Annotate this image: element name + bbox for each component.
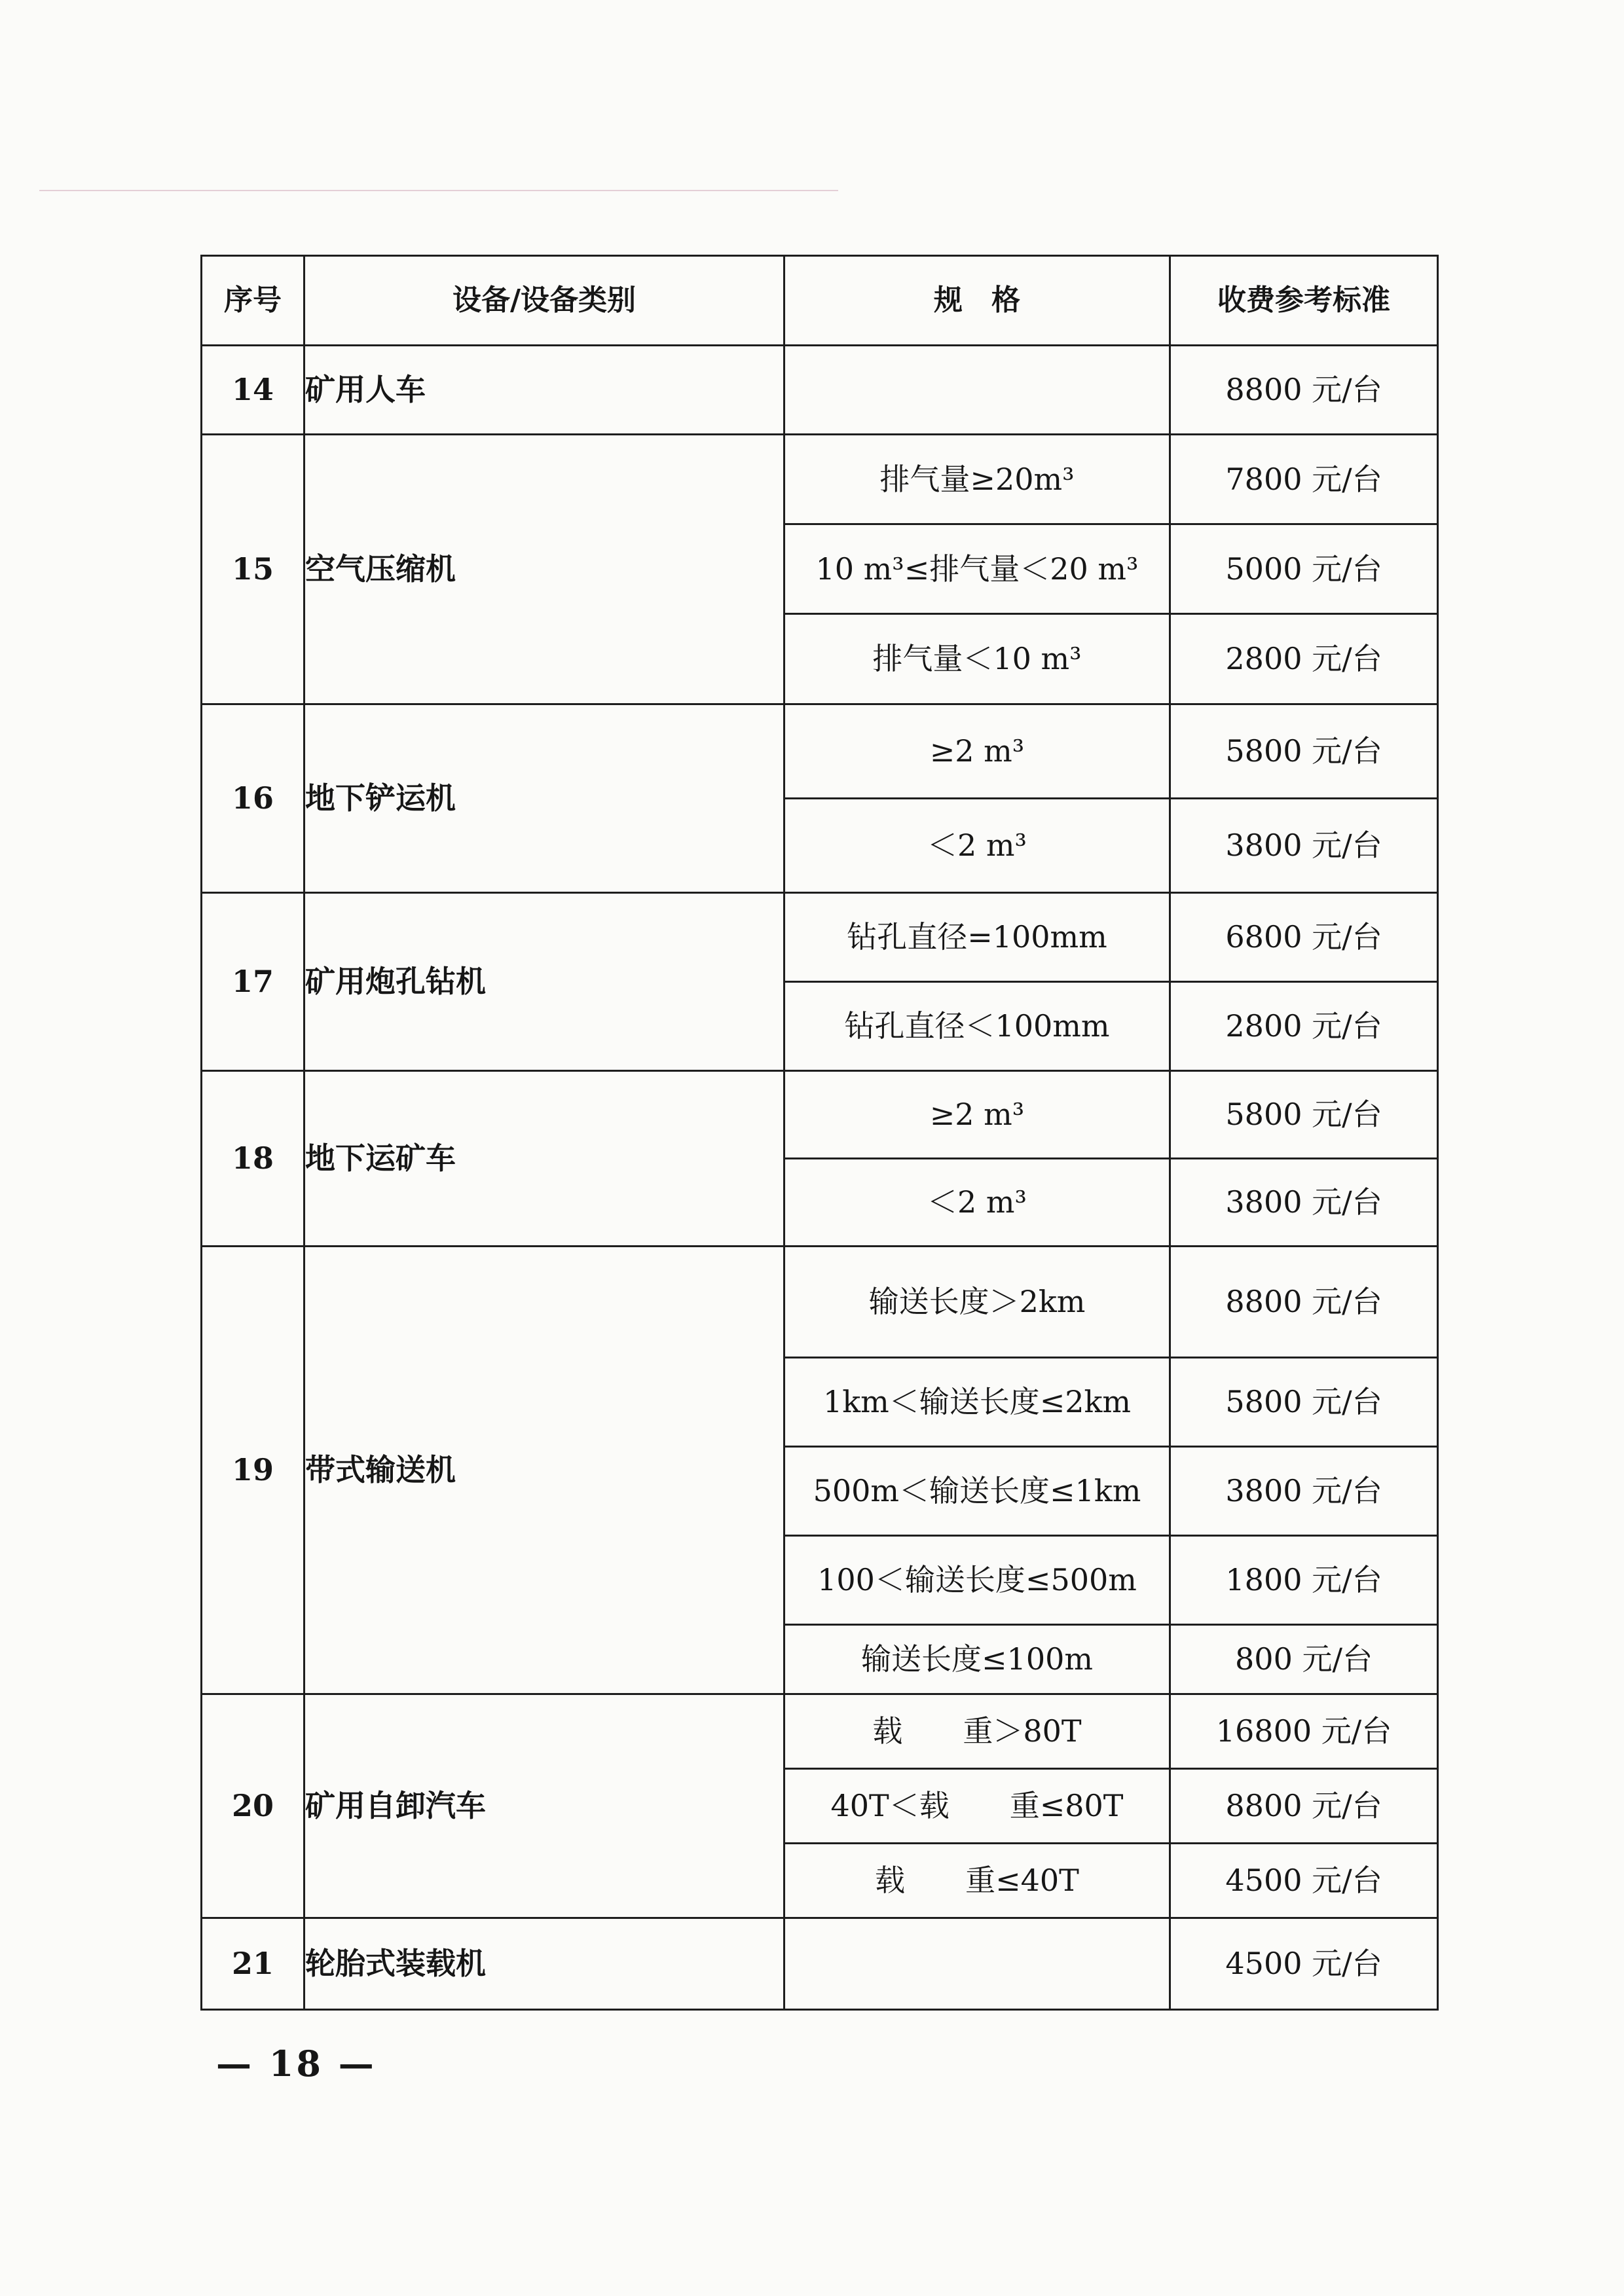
row-fee: 6800 元/台 xyxy=(1170,893,1438,982)
row-fee: 8800 元/台 xyxy=(1170,1769,1438,1844)
table-row xyxy=(202,1918,1438,2010)
row-no: 18 xyxy=(202,1071,304,1247)
row-equipment: 地下运矿车 xyxy=(304,1071,784,1247)
row-equipment: 地下铲运机 xyxy=(304,704,784,893)
row-spec: 排气量≥20m³ xyxy=(784,435,1170,524)
table-header-row xyxy=(202,256,1438,346)
row-spec: 40T＜载 重≤80T xyxy=(784,1769,1170,1844)
header-spec: 规 格 xyxy=(784,256,1170,346)
row-spec: 钻孔直径＜100mm xyxy=(784,982,1170,1071)
row-spec: 钻孔直径=100mm xyxy=(784,893,1170,982)
row-fee: 4500 元/台 xyxy=(1170,1844,1438,1918)
row-spec: 1km＜输送长度≤2km xyxy=(784,1358,1170,1447)
row-spec: 输送长度＞2km xyxy=(784,1247,1170,1358)
row-spec: 10 m³≤排气量＜20 m³ xyxy=(784,524,1170,614)
row-fee: 2800 元/台 xyxy=(1170,982,1438,1071)
row-fee: 5800 元/台 xyxy=(1170,1358,1438,1447)
row-spec: 100＜输送长度≤500m xyxy=(784,1536,1170,1625)
row-fee: 8800 元/台 xyxy=(1170,346,1438,435)
row-no: 16 xyxy=(202,704,304,893)
table-row xyxy=(202,1694,1438,1769)
row-fee: 2800 元/台 xyxy=(1170,614,1438,704)
page-number: — 18 — xyxy=(216,2043,377,2085)
row-fee: 3800 元/台 xyxy=(1170,1159,1438,1247)
fee-standard-table xyxy=(200,255,1439,2011)
row-spec: 载 重≤40T xyxy=(784,1844,1170,1918)
row-fee: 3800 元/台 xyxy=(1170,799,1438,893)
table-row xyxy=(202,893,1438,982)
row-fee: 3800 元/台 xyxy=(1170,1447,1438,1536)
row-equipment: 矿用人车 xyxy=(304,346,784,435)
row-spec xyxy=(784,1918,1170,2010)
row-no: 21 xyxy=(202,1918,304,2010)
row-spec: ≥2 m³ xyxy=(784,704,1170,799)
row-spec: 载 重＞80T xyxy=(784,1694,1170,1769)
row-equipment: 矿用自卸汽车 xyxy=(304,1694,784,1918)
row-fee: 8800 元/台 xyxy=(1170,1247,1438,1358)
row-no: 17 xyxy=(202,893,304,1071)
row-equipment: 带式输送机 xyxy=(304,1247,784,1694)
row-spec: 排气量＜10 m³ xyxy=(784,614,1170,704)
row-equipment: 轮胎式装载机 xyxy=(304,1918,784,2010)
row-fee: 1800 元/台 xyxy=(1170,1536,1438,1625)
row-equipment: 空气压缩机 xyxy=(304,435,784,704)
row-no: 20 xyxy=(202,1694,304,1918)
row-equipment: 矿用炮孔钻机 xyxy=(304,893,784,1071)
row-no: 14 xyxy=(202,346,304,435)
row-spec: ≥2 m³ xyxy=(784,1071,1170,1159)
row-fee: 5800 元/台 xyxy=(1170,704,1438,799)
row-spec: 输送长度≤100m xyxy=(784,1625,1170,1694)
table-row xyxy=(202,704,1438,799)
header-fee: 收费参考标准 xyxy=(1170,256,1438,346)
row-fee: 5800 元/台 xyxy=(1170,1071,1438,1159)
table-row xyxy=(202,346,1438,435)
row-fee: 16800 元/台 xyxy=(1170,1694,1438,1769)
row-spec: ＜2 m³ xyxy=(784,1159,1170,1247)
header-no: 序号 xyxy=(202,256,304,346)
row-spec xyxy=(784,346,1170,435)
row-no: 19 xyxy=(202,1247,304,1694)
row-fee: 800 元/台 xyxy=(1170,1625,1438,1694)
table-row xyxy=(202,1071,1438,1159)
row-spec: ＜2 m³ xyxy=(784,799,1170,893)
table-row xyxy=(202,435,1438,524)
table-row xyxy=(202,1247,1438,1358)
row-fee: 7800 元/台 xyxy=(1170,435,1438,524)
row-fee: 5000 元/台 xyxy=(1170,524,1438,614)
top-divider xyxy=(39,190,838,191)
row-no: 15 xyxy=(202,435,304,704)
row-spec: 500m＜输送长度≤1km xyxy=(784,1447,1170,1536)
header-equipment: 设备/设备类别 xyxy=(304,256,784,346)
row-fee: 4500 元/台 xyxy=(1170,1918,1438,2010)
